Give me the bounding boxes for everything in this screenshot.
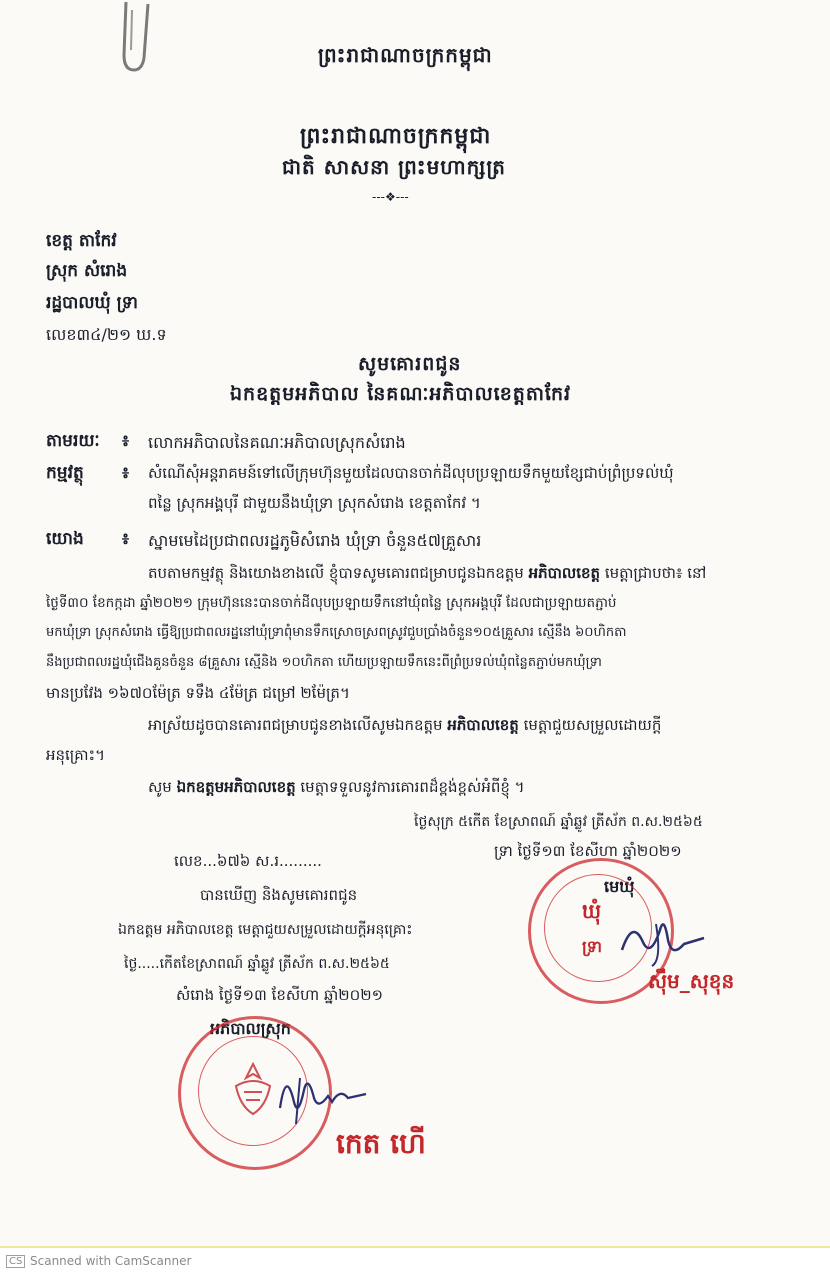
body-paragraph-1-line-1: តបតាមកម្មវត្ថុ និងយោងខាងលើ ខ្ញុំបាទសូមគោរពជម្រាបជូនឯកឧត្តម អភិបាលខេត្ត មេត្តាជ្រាបថា៖ នៅ [148, 564, 707, 582]
paper-clip-icon [118, 0, 158, 80]
left-signer-name: កេត ហើ [336, 1127, 426, 1160]
left-seen-text: បានឃើញ និងសូមគោរពជូន [200, 886, 358, 904]
subject-line-1: សំណើសុំអន្តរាគមន៍ទៅលើក្រុមហ៊ុនមួយដែលបានចាក់ដីលុបប្រឡាយទឹកមួយខ្សែជាប់ព្រំប្រទល់ឃុំ [148, 464, 674, 482]
via-colon: ៖ [122, 431, 130, 450]
sender-district: ស្រុក សំរោង [46, 261, 128, 281]
reference-label: យោង [46, 529, 84, 549]
sender-province: ខេត្ត តាកែវ [46, 231, 117, 251]
scanner-footer [0, 1246, 830, 1280]
commune-stamp-text-1: ឃុំ [582, 899, 602, 923]
camscanner-badge-icon: CS [6, 1255, 25, 1268]
sender-commune: រដ្ឋបាលឃុំ ទ្រា [46, 293, 138, 313]
left-solar-date: សំរោង ថ្ងៃទី១៣ ខែសីហា ឆ្នាំ២០២១ [176, 986, 383, 1004]
recipient-line-1: សូមគោរពជូន [358, 353, 462, 375]
left-reference-number: លេខ...៦៧៦ ស.រ......... [174, 852, 322, 870]
top-title: ព្រះរាជាណាចក្រកម្ពុជា [318, 43, 493, 67]
body-paragraph-2-line-2: អនុគ្រោះ។ [46, 746, 106, 764]
via-text: លោកអភិបាលនៃគណៈអភិបាលស្រុកសំរោង [148, 433, 406, 452]
camscanner-text: Scanned with CamScanner [30, 1254, 192, 1268]
kingdom-title: ព្រះរាជាណាចក្រកម្ពុជា [300, 124, 492, 149]
body-paragraph-1-line-4: នឹងប្រជាពលរដ្ឋឃុំជើងគួនចំនួន ៨គ្រួសារ ស្មើនិង ១០ហិកតា ហើយប្រឡាយទឹកនេះពីព្រំប្រទល់ឃុំពន្លៃតភ្ជាប់មកឃុំទ្រា [46, 655, 602, 670]
subject-colon: ៖ [122, 463, 130, 482]
closing-line: សូម ឯកឧត្តមអភិបាលខេត្ត មេត្តាទទួលនូវការគោរពដ៏ខ្ពង់ខ្ពស់អំពីខ្ញុំ ។ [148, 778, 525, 796]
right-lunar-date: ថ្ងៃសុក្រ ៥កើត ខែស្រាពណ៍ ឆ្នាំឆ្លូវ ត្រីស័ក ព.ស.២៥៦៥ [414, 814, 703, 830]
body-paragraph-1-line-5: មានប្រវែង ១៦៧០ម៉ែត្រ ទទឹង ៤ម៉ែត្រ ជម្រៅ ២ម៉ែត្រ។ [46, 684, 350, 702]
subject-line-2: ពន្លៃ ស្រុកអង្គបុរី ជាមួយនឹងឃុំទ្រា ស្រុកសំរោង ខេត្តតាកែវ ។ [148, 494, 481, 512]
right-signer-name: ស៊ឹម_សុខុន [648, 969, 735, 993]
body-paragraph-2-line-1: អាស្រ័យដូចបានគោរពជម្រាបជូនខាងលើសូមឯកឧត្តម អភិបាលខេត្ត មេត្តាជួយសម្រួលដោយក្តី [148, 716, 662, 734]
reference-text: ស្នាមមេដៃប្រជាពលរដ្ឋភូមិសំរោង ឃុំទ្រា ចំនួន៥៧គ្រួសារ [148, 531, 482, 550]
subject-label: កម្មវត្ថុ [46, 463, 84, 483]
reference-number: លេខ៣៤/២១ ឃ.ទ [46, 325, 167, 344]
left-signer-title: អភិបាលស្រុក [210, 1019, 291, 1038]
left-to-text: ឯកឧត្តម អភិបាលខេត្ត មេត្តាជួយសម្រួលដោយក្តីអនុគ្រោះ [118, 922, 413, 938]
district-governor-signature [270, 1058, 370, 1128]
right-solar-date: ទ្រា ថ្ងៃទី១៣ ខែសីហា ឆ្នាំ២០២១ [494, 842, 682, 860]
left-lunar-date: ថ្ងៃ.....កើតខែស្រាពណ៍ ឆ្នាំឆ្លូវ ត្រីស័ក ព.ស.២៥៦៥ [124, 956, 390, 972]
motto: ជាតិ សាសនា ព្រះមហាក្សត្រ [282, 155, 506, 179]
header-divider: ---❖--- [372, 190, 409, 204]
commune-chief-signature [612, 900, 712, 970]
via-label: តាមរយៈ [46, 431, 100, 451]
commune-stamp-text-2: ទ្រា [582, 937, 602, 956]
right-signer-title: មេឃុំ [604, 877, 635, 896]
reference-colon: ៖ [122, 529, 130, 548]
body-paragraph-1-line-3: មកឃុំទ្រា ស្រុកសំរោង ធ្វើឱ្យប្រជាពលរដ្ឋនៅឃុំទ្រាពុំមានទឹកស្រោចស្រពស្រូវជួបប្រាំងចំនួន១០៥គ្រួសារ ស្មើនឹង ៦០ហិកតា [46, 625, 627, 640]
body-paragraph-1-line-2: ថ្ងៃទី៣០ ខែកក្កដា ឆ្នាំ២០២១ ក្រុមហ៊ុននេះបានចាក់ដីលុបប្រឡាយទឹកនៅឃុំពន្លៃ ស្រុកអង្គបុរី ដែលជាប្រឡាយតភ្ជាប់ [46, 595, 617, 611]
recipient-line-2: ឯកឧត្តមអភិបាល នៃគណៈអភិបាលខេត្តតាកែវ [230, 383, 572, 405]
